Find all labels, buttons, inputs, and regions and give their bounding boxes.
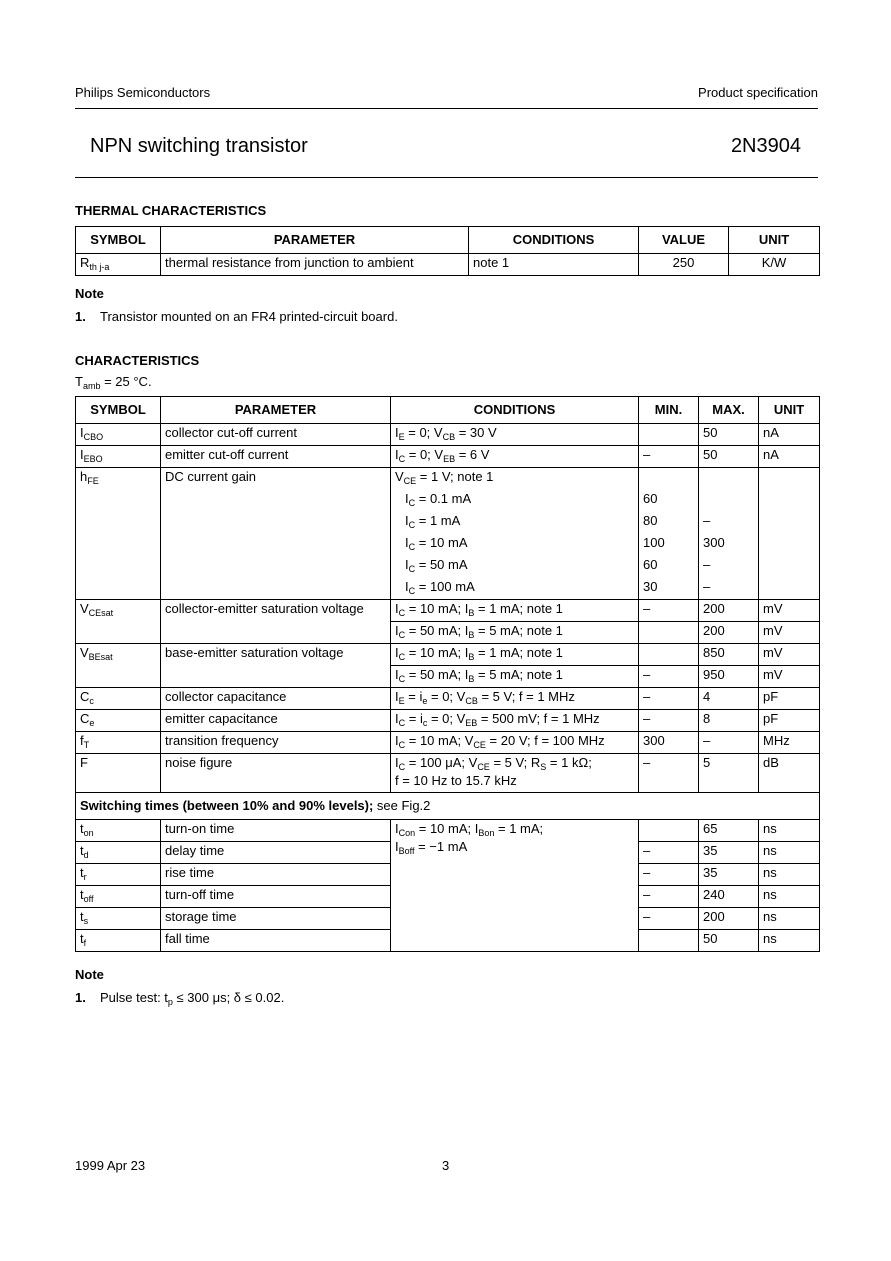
col-symbol: SYMBOL <box>76 397 161 424</box>
col-parameter: PARAMETER <box>161 397 391 424</box>
title-rule <box>75 177 818 178</box>
part-number: 2N3904 <box>730 135 801 157</box>
page-title: NPN switching transistor <box>90 135 308 157</box>
conditions-cell: note 1 <box>469 254 639 276</box>
table-row: $I_{CBO}$ collector cut-off current $I_E = 0$; $V_{CB} = 30$ V 50 nA <box>76 424 820 446</box>
table-row: $f_T$ transition frequency $I_C = 10$ mA; $V_{CE} = 20$ V; f = 100 MHz 300 – MHz <box>76 732 820 754</box>
col-conditions: CONDITIONS <box>469 227 639 254</box>
parameter-cell: thermal resistance from junction to ambient <box>161 254 469 276</box>
thermal-heading: THERMAL CHARACTERISTICS <box>75 203 267 218</box>
col-symbol: SYMBOL <box>76 227 161 254</box>
col-min: MIN. <box>639 397 699 424</box>
company-name: Philips Semiconductors <box>75 85 211 100</box>
table-row: $I_{EBO}$ emitter cut-off current $I_C = 0$; $V_{EB} = 6$ V – 50 nA <box>76 446 820 468</box>
characteristics-table <box>75 396 820 952</box>
table-row: $V_{BEsat}$ base-emitter saturation voltage $I_C = 10$ mA; $I_B = 1$ mA; note 1 850 mV <box>76 644 820 666</box>
table-row: $I_C = 10$ mA 100 300 <box>76 534 820 556</box>
table-row: $t_d$ delay time – 35 ns <box>76 842 820 864</box>
table-row: $h_{FE}$ DC current gain $V_{CE} = 1$ V; note 1 <box>76 468 820 490</box>
characteristics-note: 1. Pulse test: $t_p \le 300$ μs; δ ≤ 0.02. <box>75 990 285 1007</box>
col-value: VALUE <box>639 227 729 254</box>
col-unit: UNIT <box>759 397 820 424</box>
page-number: 3 <box>442 1158 450 1173</box>
table-row: $V_{CEsat}$ collector-emitter saturation voltage $I_C = 10$ mA; $I_B = 1$ mA; note 1 – 200 mV <box>76 600 820 622</box>
characteristics-heading: CHARACTERISTICS <box>75 353 200 368</box>
characteristics-note-heading: Note <box>75 967 104 982</box>
col-conditions: CONDITIONS <box>391 397 639 424</box>
col-max: MAX. <box>699 397 759 424</box>
unit-cell: K/W <box>729 254 820 276</box>
thermal-note: 1. Transistor mounted on an FR4 printed-circuit board. <box>75 309 398 324</box>
ambient-temperature: $T_{amb} = 25$ °C. <box>75 374 152 391</box>
value-cell: 250 <box>639 254 729 276</box>
switching-times-heading-row: Switching times (between 10% and 90% levels); see Fig.2 <box>76 793 820 820</box>
table-row: $I_C = 50$ mA; $I_B = 5$ mA; note 1 – 950 mV <box>76 666 820 688</box>
header-rule <box>75 108 818 109</box>
table-row: $I_C = 1$ mA 80 – <box>76 512 820 534</box>
table-row: $t_f$ fall time 50 ns <box>76 930 820 952</box>
document-type: Product specification <box>698 85 818 100</box>
table-row <box>76 254 820 276</box>
table-row: $t_r$ rise time – 35 ns <box>76 864 820 886</box>
characteristics-header-row <box>76 397 820 424</box>
table-row: F noise figure $I_C = 100$ μA; $V_{CE} = 5$ V; $R_S = 1$ kΩ; f = 10 Hz to 15.7 kHz – 5 dB <box>76 754 820 793</box>
thermal-table <box>75 226 820 276</box>
table-row: $I_C = 0.1$ mA 60 <box>76 490 820 512</box>
thermal-header-row <box>76 227 820 254</box>
symbol-cell: $R_{th j-a}$ <box>76 254 161 276</box>
col-parameter: PARAMETER <box>161 227 469 254</box>
table-row: $t_{on}$ turn-on time $I_{Con} = 10$ mA; $I_{Bon} = 1$ mA; $I_{Boff} = -1$ mA 65 ns <box>76 820 820 842</box>
table-row: $C_e$ emitter capacitance $I_C = i_c = 0$; $V_{EB} = 500$ mV; f = 1 MHz – 8 pF <box>76 710 820 732</box>
table-row: $I_C = 50$ mA; $I_B = 5$ mA; note 1 200 mV <box>76 622 820 644</box>
table-row: $t_{off}$ turn-off time – 240 ns <box>76 886 820 908</box>
table-row: $I_C = 100$ mA 30 – <box>76 578 820 600</box>
table-row: $C_c$ collector capacitance $I_E = i_e = 0$; $V_{CB} = 5$ V; f = 1 MHz – 4 pF <box>76 688 820 710</box>
table-row: $I_C = 50$ mA 60 – <box>76 556 820 578</box>
footer-date: 1999 Apr 23 <box>75 1158 146 1173</box>
col-unit: UNIT <box>729 227 820 254</box>
thermal-note-heading: Note <box>75 286 104 301</box>
table-row: $t_s$ storage time – 200 ns <box>76 908 820 930</box>
